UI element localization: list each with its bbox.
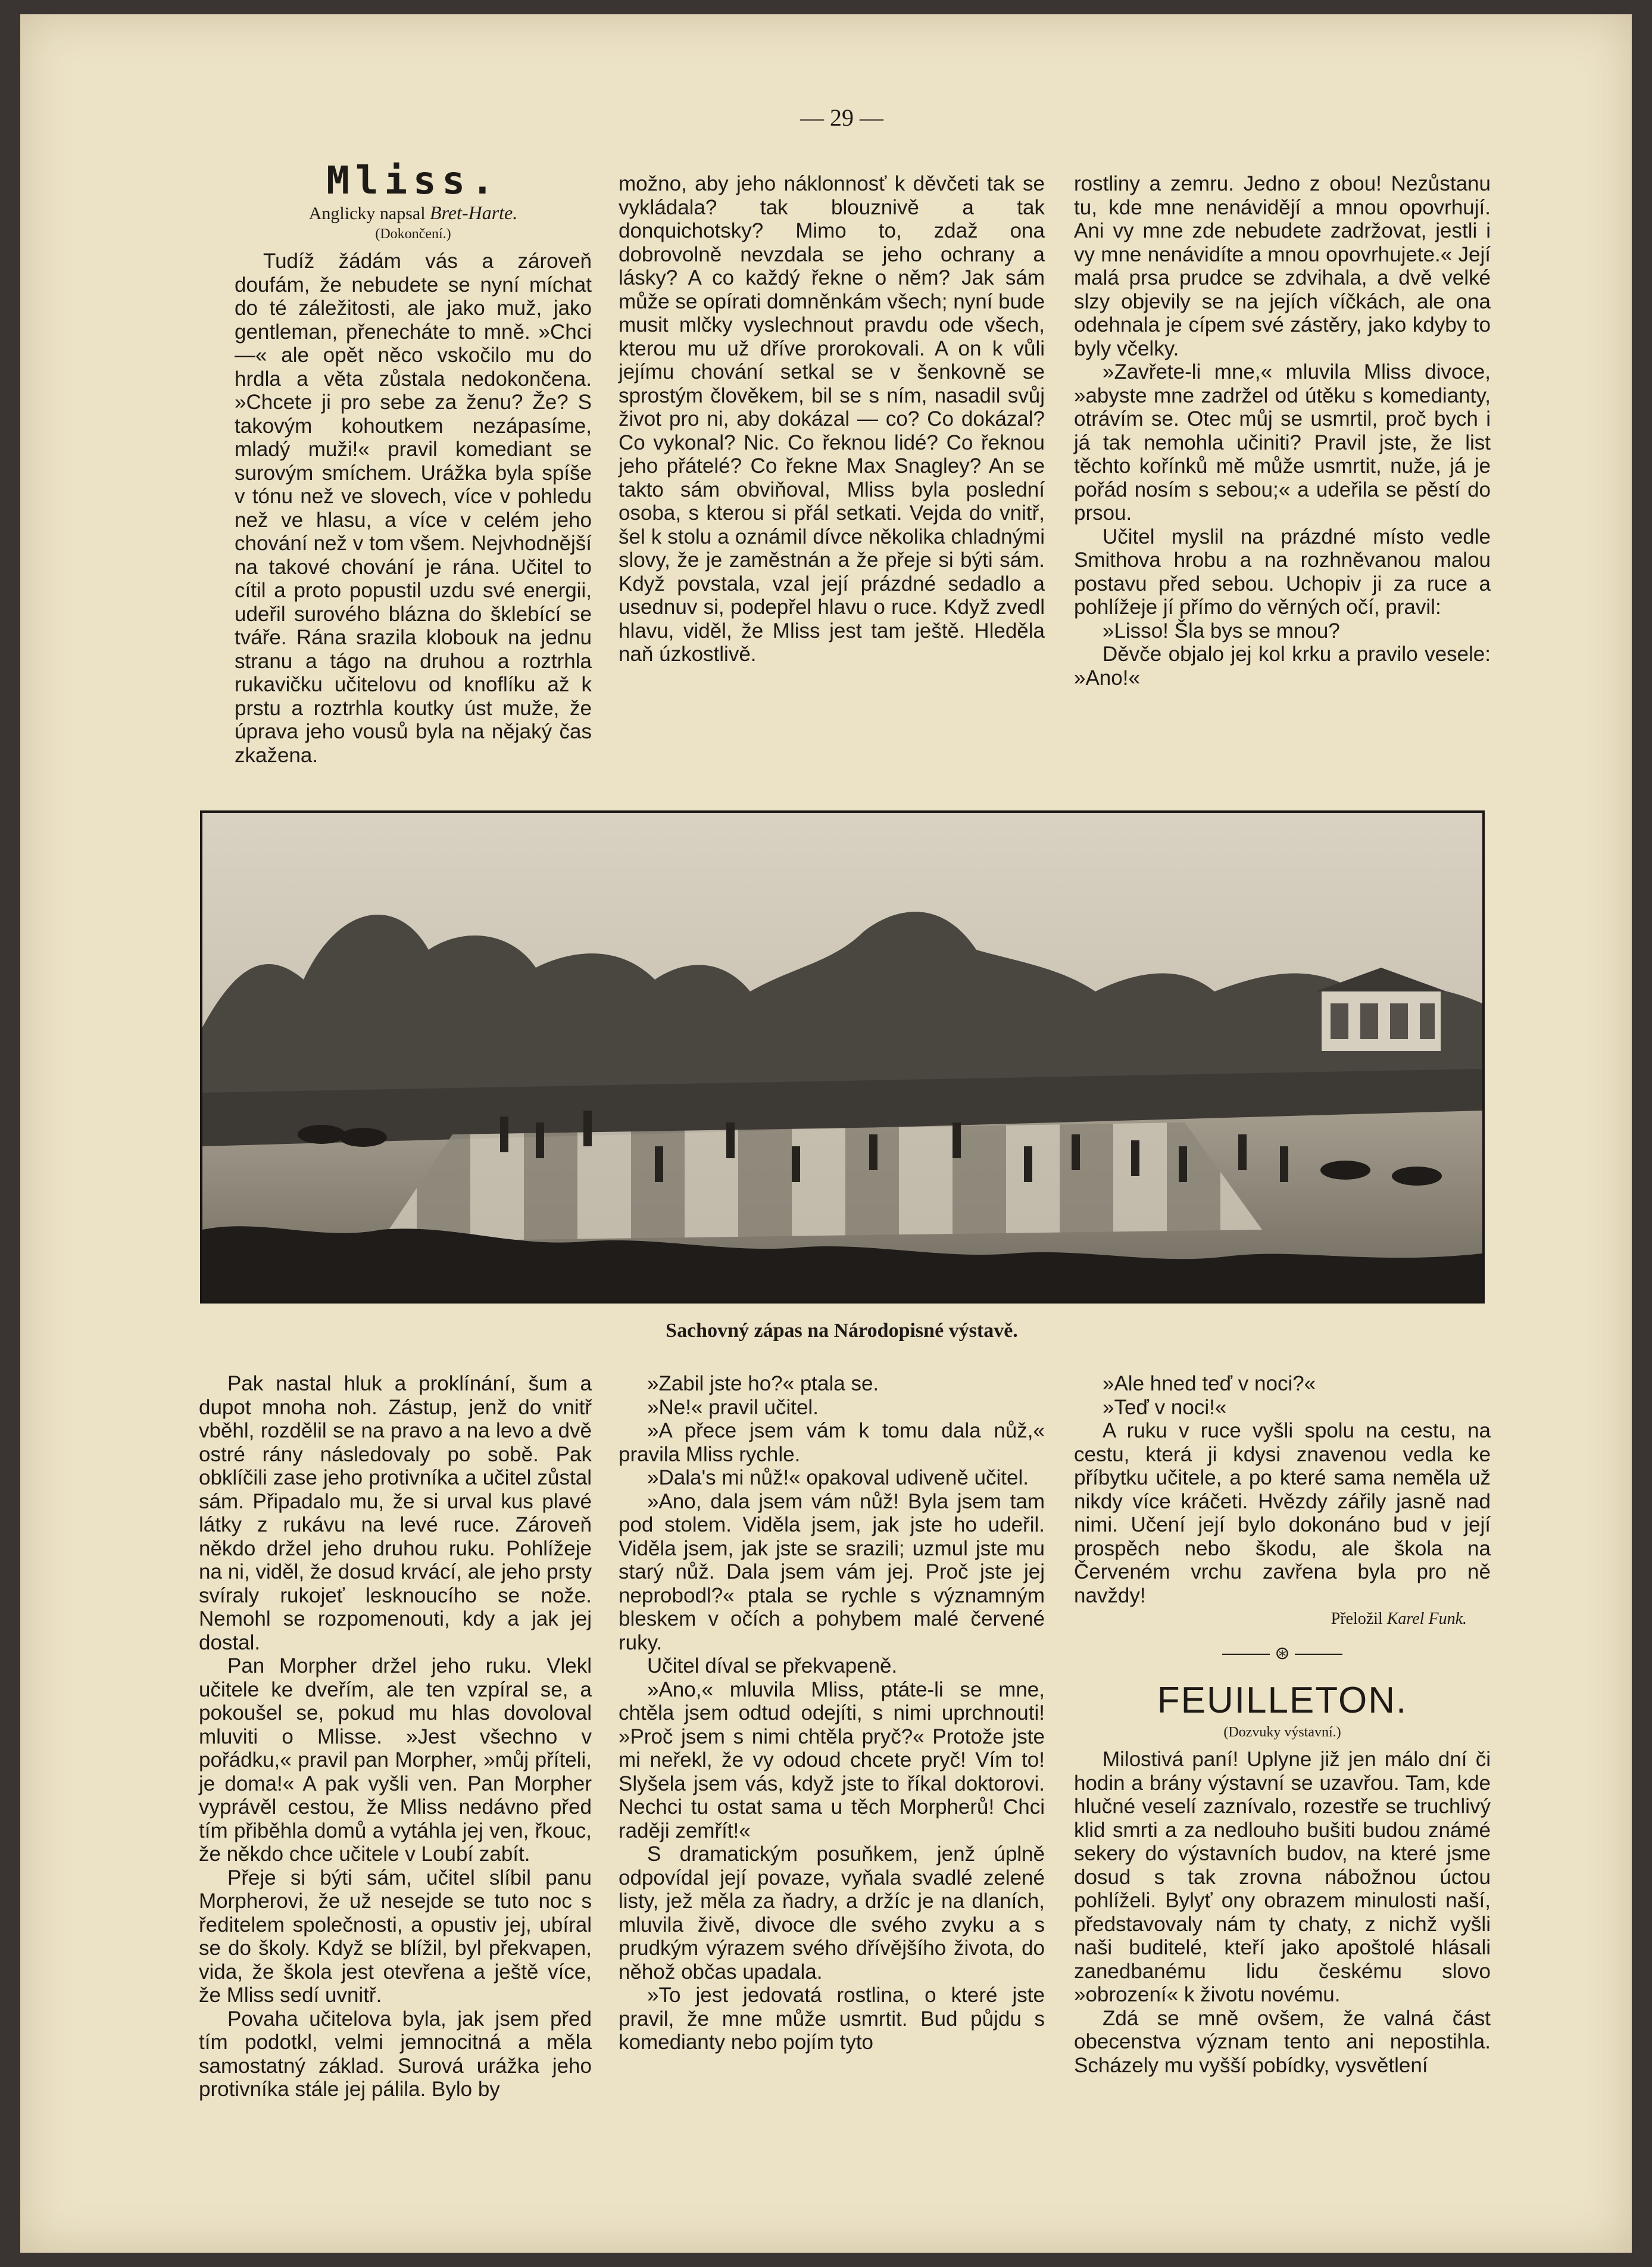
story-paragraph: »Zabil jste ho?« ptala se. [647,1372,879,1395]
story-paragraph: Pan Morpher držel jeho ruku. Vlekl učitele ke dveřím, ale ten vzpíral se, a pokoušel se, pokud mu hlas dovoloval mluviti o Mlisse. »Jest všechno v pořádku,« pravil pan Morpher, »můj příteli, je doma!« A pak vyšli ven. Pan Morpher vyprávěl cestou, že Mliss nedávno před tím přiběhla domů a vytáhla jej ven, řkouc, že někdo chce učitele v Loubí zabít. [199,1654,592,1866]
translator-name: Karel Funk. [1386,1610,1467,1628]
story-paragraph: »Zavřete-li mne,« mluvila Mliss divoce, »abyste mne zadržel od útěku s komedianty, otrávím se. Otec můj se usmrtil, proč bych i já tak nemohla učiniti? Pravil jste, že list těchto kořínků mě může usmrtit, nuže, já je pořád nosím s sebou;« a udeřila se pěstí do prsou. [1074,360,1491,525]
story-top-column-2 [619,172,1045,666]
photo-caption: Sachovný zápas na Národopisné výstavě. [666,1320,1018,1342]
story-paragraph: Přeje si býti sám, učitel slíbil panu Morpherovi, že už nesejde se tuto noc s ředitelem společnosti, a opustiv jej, ubíral se do školy. Když se blížil, byl překvapen, vida, že škola jest otevřena a ještě více, že Mliss sedí uvnitř. [199,1866,592,2007]
story-bottom-column-2 [619,1372,1045,2054]
byline-prefix: Anglicky napsal [308,204,426,223]
translator-credit [1074,1607,1491,1631]
story-paragraph: »Dala's mi nůž!« opakoval udiveně učitel. [647,1466,1029,1489]
feuilleton-subheading: (Dozvuky výstavní.) [1223,1725,1341,1740]
story-paragraph: Pak nastal hluk a proklínání, šum a dupot mnoha noh. Zástup, jenž do vnitř vběhl, rozdělil se na pravo a na levo a dvě ostré rány následovaly po sobě. Pak obklíčili zase jeho protivníka a učitel zůstal sám. Připadalo mu, že si urval kus plavé látky z rukávu na levé ruce. Zároveň někdo držel jeho druhou ruku. Pohlížeje na ni, viděl, že dosud krvácí, ale jeho prsty svíraly rukojeť lesknoucího se nože. Nemohl se rozpomenouti, kdy a jak jej dostal. [199,1372,592,1654]
story-paragraph: Povaha učitelova byla, jak jsem před tím podotkl, velmi jemnocitná a měla samostatný základ. Surová urážka jeho protivníka stále jej pálila. Bylo by [199,2007,592,2101]
feuilleton-paragraph: Milostivá paní! Uplyne již jen málo dní či hodin a brány výstavní se uzavřou. Tam, kde hlučné veselí zaznívalo, rozestře se truchlivý klid smrti a za nedlouho bušiti budou známé sekery do výstavních budov, na které jsme dosud s tak zrovna nábožnou úctou pohlíželi. Bylyť ony obrazem minulosti naší, představovaly nám ty chaty, z nichž vyšli naši buditelé, kteří jako apoštolé hlásali zanedbanému lidu českému slovo »obrození« k životu novému. [1074,1748,1491,2006]
story-paragraph: »Teď v noci!« [1103,1395,1227,1419]
chessboard [381,1122,1262,1242]
chess-match-photo [200,810,1485,1304]
photo-illustration [202,813,1482,1301]
story-paragraph: Učitel myslil na prázdné místo vedle Smithova hrobu a na rozhněvanou malou postavu před sebou. Uchopiv ji za ruce a pohlížeje jí přímo do věrných očí, pravil: [1074,525,1491,619]
story-paragraph: »A přece jsem vám k tomu dala nůž,« pravila Mliss rychle. [619,1419,1045,1466]
translator-prefix: Přeložil [1331,1610,1383,1628]
story-paragraph: možno, aby jeho náklonnosť k děvčeti tak se vykládala? tak blouznivě a tak donquichotsky? Mimo to, zdaž ona dobrovolně nevzdala se jeho ochrany a lásky? A co každý řekne o něm? Jak sám může se opírati domněnkám všech; nyní bude musit mlčky vyslechnout pravdu ode všech, kterou mu už dříve prorokovali. A on k vůli jejímu chování setkal se v šenkovně se sprostým člověkem, bil se s ním, nasadil svůj život pro ni, aby dokázal — co? Co dokázal? Co vykonal? Nic. Co řeknou lidé? Co řeknou jeho přátelé? Co řekne Max Snagley? An se takto sám obviňoval, Mliss byla poslední osoba, s kterou si přál setkati. Vejda do vnitř, šel k stolu a oznámil dívce několika chladnými slovy, že je zaměstnán a že přeje si býti sám. Když povstala, vzal její prázdné sedadlo a usednuv si, podepřel hlavu o ruce. Když zvedl hlavu, viděl, že Mliss jest tam ještě. Hleděla naň úzkostlivě. [619,172,1045,666]
continuation-note: (Dokončení.) [375,226,451,242]
page-number: — 29 — [800,104,883,131]
story-paragraph: »Ne!« pravil učitel. [647,1395,819,1419]
story-author: Bret-Harte. [430,202,518,223]
feuilleton-paragraph: Zdá se mně ovšem, že valná část obecenstva význam tento ani nepostihla. Scházely mu vyšší pobídky, vysvětlení [1074,2006,1491,2077]
feuilleton-heading: FEUILLETON. [1157,1680,1408,1721]
section-divider: ⊛ [1074,1642,1491,1666]
story-paragraph: »Ano, dala jsem vám nůž! Byla jsem tam pod stolem. Viděla jsem, jak jste ho udeřil. Viděla jsem, jak jste se srazili; uzmul jste mu starý nůž. Dala jsem vám jej. Proč jste jej neprobodl?« ptala se rychle s významným bleskem v očích a pohybem malé červené ruky. [619,1489,1045,1654]
story-paragraph: Tudíž žádám vás a zároveň doufám, že nebudete se nyní míchat do té záležitosti, ale jako muž, jako gentleman, přenecháte to mně. »Chci —« ale opět něco vskočilo mu do hrdla a věta zůstala nedokončena. »Chcete ji pro sebe za ženu? Že? S takovým kohoutkem nezápasíme, mladý muži!« pravil komediant se surovým smíchem. Urážka byla spíše v tónu než ve slovech, více v pohledu než ve hlasu, a více v celém jeho chování než v tom všem. Nejvhodnější na takové chování je rána. Učitel to cítil a proto popustil uzdu své energii, udeřil surového blázna do šklebící se tváře. Rána srazila klobouk na jednu stranu a tágo na druhou a roztrhla rukavičku učitelovu od knoflíku až k prstu a roztrhla koutky úst muže, že úprava jeho vousů byla na nějaký čas zkažena. [235,250,592,767]
story-bottom-column-1 [199,1372,592,2101]
story-paragraph: »Ano,« mluvila Mliss, ptáte-li se mne, chtěla jsem odtud odejíti, s nimi uprchnouti! »Proč jsem s nimi chtěla pryč?« Protože jste mi neřekl, že vy odoud chcete pryč! Vím to! Slyšela jsem vás, když jste to říkal doktorovi. Nechci tu ostat sama u těch Morpherů! Chci raději zemřít!« [619,1677,1045,1842]
story-paragraph: S dramatickým posuňkem, jenž úplně odpovídal její povaze, vyňala svadlé zelené listy, jež měla za ňadry, a držíc je na dlaních, mluvila živě, divoce dle svého zvyku a s prudkým výrazem svého dřívějšího života, do něhož občas upadala. [619,1842,1045,1984]
story-paragraph: »To jest jedovatá rostlina, o které jste pravil, že mne může usmrtit. Bud půjdu s komedianty nebo pojím tyto [619,1984,1045,2054]
story-bottom-column-3 [1074,1372,1491,2077]
story-top-column-3 [1074,172,1491,690]
newspaper-page [20,14,1632,2253]
story-paragraph: rostliny a zemru. Jedno z obou! Nezůstanu tu, kde mne nenávidějí a mnou opovrhují. Ani vy mne zde nebudete zadržovat, jestli i vy mne nenávidíte a mnou opovrhujete.« Její malá prsa prudce se zdvihala, a dvě velké slzy objevily se na jejích víčkách, ale ona odehnala je cípem své zástěry, jako kdyby to byly včelky. [1074,172,1491,360]
story-top-column-1 [235,160,592,767]
story-byline [235,202,592,224]
story-paragraph: »Lisso! Šla bys se mnou? [1103,619,1340,643]
story-paragraph: Děvče objalo jej kol krku a pravilo vesele: »Ano!« [1074,643,1491,690]
story-paragraph: Učitel díval se překvapeně. [647,1654,898,1677]
story-title: Mliss. [326,159,500,203]
story-paragraph: A ruku v ruce vyšli spolu na cestu, na cestu, která ji kdysi znavenou vedla ke příbytku učitele, a po které sama neměla už nikdy více kráčeti. Hvězdy zářily jasně nad nimi. Učení její bylo dokonáno bud v její prospěch nebo škodu, ale škola na Červeném vrchu zavřena byla pro ně navždy! [1074,1419,1491,1607]
story-paragraph: »Ale hned teď v noci?« [1103,1372,1316,1395]
